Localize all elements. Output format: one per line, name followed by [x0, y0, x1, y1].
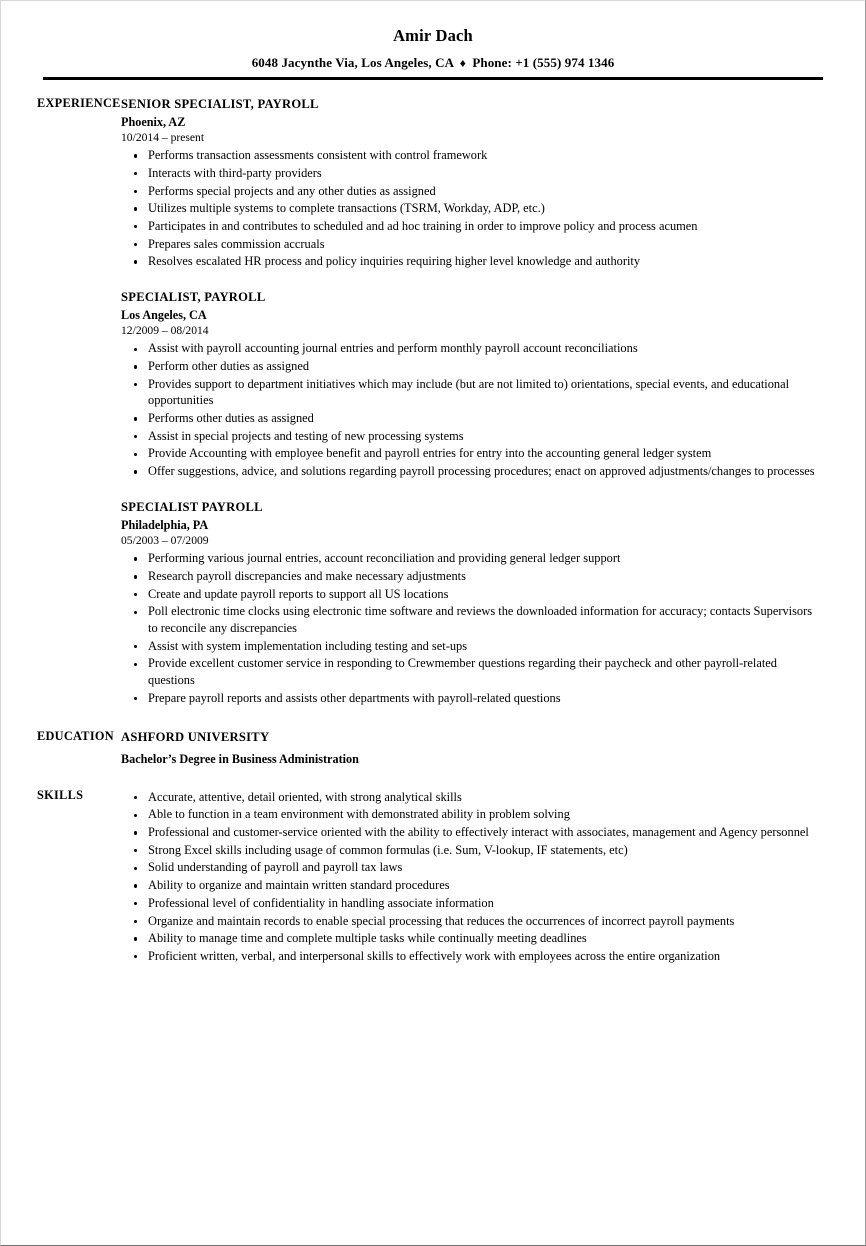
list-item: Solid understanding of payroll and payroll tax laws — [121, 859, 821, 876]
job-title: SPECIALIST, PAYROLL — [121, 289, 266, 304]
list-item: Professional and customer-service oriented with the ability to effectively interact with associates, management and Agency personnel — [121, 824, 821, 841]
job-dates: 12/2009 – 08/2014 — [121, 324, 209, 338]
list-item: Performs special projects and any other duties as assigned — [121, 183, 821, 200]
list-item: Able to function in a team environment with demonstrated ability in problem solving — [121, 806, 821, 823]
list-item: Poll electronic time clocks using electronic time software and reviews the downloaded information for accuracy; contacts Supervisors to reconcile any discrepancies — [121, 603, 821, 636]
list-item: Utilizes multiple systems to complete transactions (TSRM, Workday, ADP, etc.) — [121, 200, 821, 217]
header-divider — [43, 77, 823, 80]
list-item: Research payroll discrepancies and make necessary adjustments — [121, 568, 821, 585]
list-item: Performs other duties as assigned — [121, 410, 821, 427]
list-item: Perform other duties as assigned — [121, 358, 821, 375]
job-responsibility-list — [121, 147, 821, 270]
list-item: Performing various journal entries, account reconciliation and providing general ledger support — [121, 550, 821, 567]
job-responsibility-list — [121, 340, 821, 479]
section-experience — [1, 96, 865, 707]
list-item: Assist in special projects and testing of new processing systems — [121, 428, 821, 445]
candidate-name: Amir Dach — [393, 26, 473, 45]
contact-address: 6048 Jacynthe Via, Los Angeles, CA — [251, 55, 454, 71]
resume-content — [1, 96, 865, 965]
job-dates: 10/2014 – present — [121, 131, 205, 145]
list-item: Participates in and contributes to scheduled and ad hoc training in order to improve policy and process acumen — [121, 218, 821, 235]
job-responsibility-list — [121, 550, 821, 706]
contact-line — [1, 56, 865, 71]
job-title: SPECIALIST PAYROLL — [121, 499, 263, 514]
list-item: Provide Accounting with employee benefit and payroll entries for entry into the accounting general ledger system — [121, 445, 821, 462]
experience-entry — [121, 499, 821, 707]
job-dates: 05/2003 – 07/2009 — [121, 534, 209, 548]
list-item: Assist with payroll accounting journal entries and perform monthly payroll account reconciliations — [121, 340, 821, 357]
list-item: Offer suggestions, advice, and solutions regarding payroll processing procedures; enact on approved adjustments/changes to processes — [121, 463, 821, 480]
section-label-experience: EXPERIENCE — [37, 95, 121, 110]
diamond-separator-icon: ♦ — [459, 55, 466, 70]
education-degree: Bachelor’s Degree in Business Administration — [121, 751, 359, 766]
list-item: Organize and maintain records to enable special processing that reduces the occurrences of incorrect payroll payments — [121, 913, 821, 930]
section-education — [1, 729, 865, 766]
list-item: Proficient written, verbal, and interpersonal skills to effectively work with employees across the entire organization — [121, 948, 821, 965]
experience-entry — [121, 289, 821, 480]
education-school: ASHFORD UNIVERSITY — [121, 730, 270, 745]
job-title: SENIOR SPECIALIST, PAYROLL — [121, 96, 319, 111]
list-item: Prepares sales commission accruals — [121, 236, 821, 253]
job-location: Phoenix, AZ — [121, 115, 186, 130]
list-item: Strong Excel skills including usage of common formulas (i.e. Sum, V-lookup, IF statements, etc) — [121, 842, 821, 859]
section-label-skills: SKILLS — [37, 787, 84, 802]
resume-sheet — [1, 1, 865, 1245]
list-item: Assist with system implementation including testing and set-ups — [121, 638, 821, 655]
list-item: Create and update payroll reports to support all US locations — [121, 586, 821, 603]
section-skills — [1, 788, 865, 965]
list-item: Provide excellent customer service in responding to Crewmember questions regarding their paycheck and other payroll-related questions — [121, 655, 821, 688]
job-location: Philadelphia, PA — [121, 518, 209, 533]
list-item: Ability to organize and maintain written standard procedures — [121, 877, 821, 894]
job-location: Los Angeles, CA — [121, 308, 207, 323]
education-body — [121, 729, 865, 766]
skills-body — [121, 788, 865, 965]
contact-phone: Phone: +1 (555) 974 1346 — [472, 55, 615, 71]
list-item: Resolves escalated HR process and policy inquiries requiring higher level knowledge and authority — [121, 253, 821, 270]
experience-entry — [121, 96, 821, 270]
skills-list — [121, 789, 821, 965]
list-item: Interacts with third-party providers — [121, 165, 821, 182]
list-item: Performs transaction assessments consistent with control framework — [121, 147, 821, 164]
list-item: Provides support to department initiatives which may include (but are not limited to) orientations, special events, and educational opportunities — [121, 376, 821, 409]
list-item: Professional level of confidentiality in handling associate information — [121, 895, 821, 912]
section-label-education: EDUCATION — [37, 729, 114, 744]
list-item: Prepare payroll reports and assists other departments with payroll-related questions — [121, 690, 821, 707]
list-item: Accurate, attentive, detail oriented, with strong analytical skills — [121, 789, 821, 806]
list-item: Ability to manage time and complete multiple tasks while continually meeting deadlines — [121, 930, 821, 947]
experience-body — [121, 96, 865, 707]
resume-header — [1, 1, 865, 80]
